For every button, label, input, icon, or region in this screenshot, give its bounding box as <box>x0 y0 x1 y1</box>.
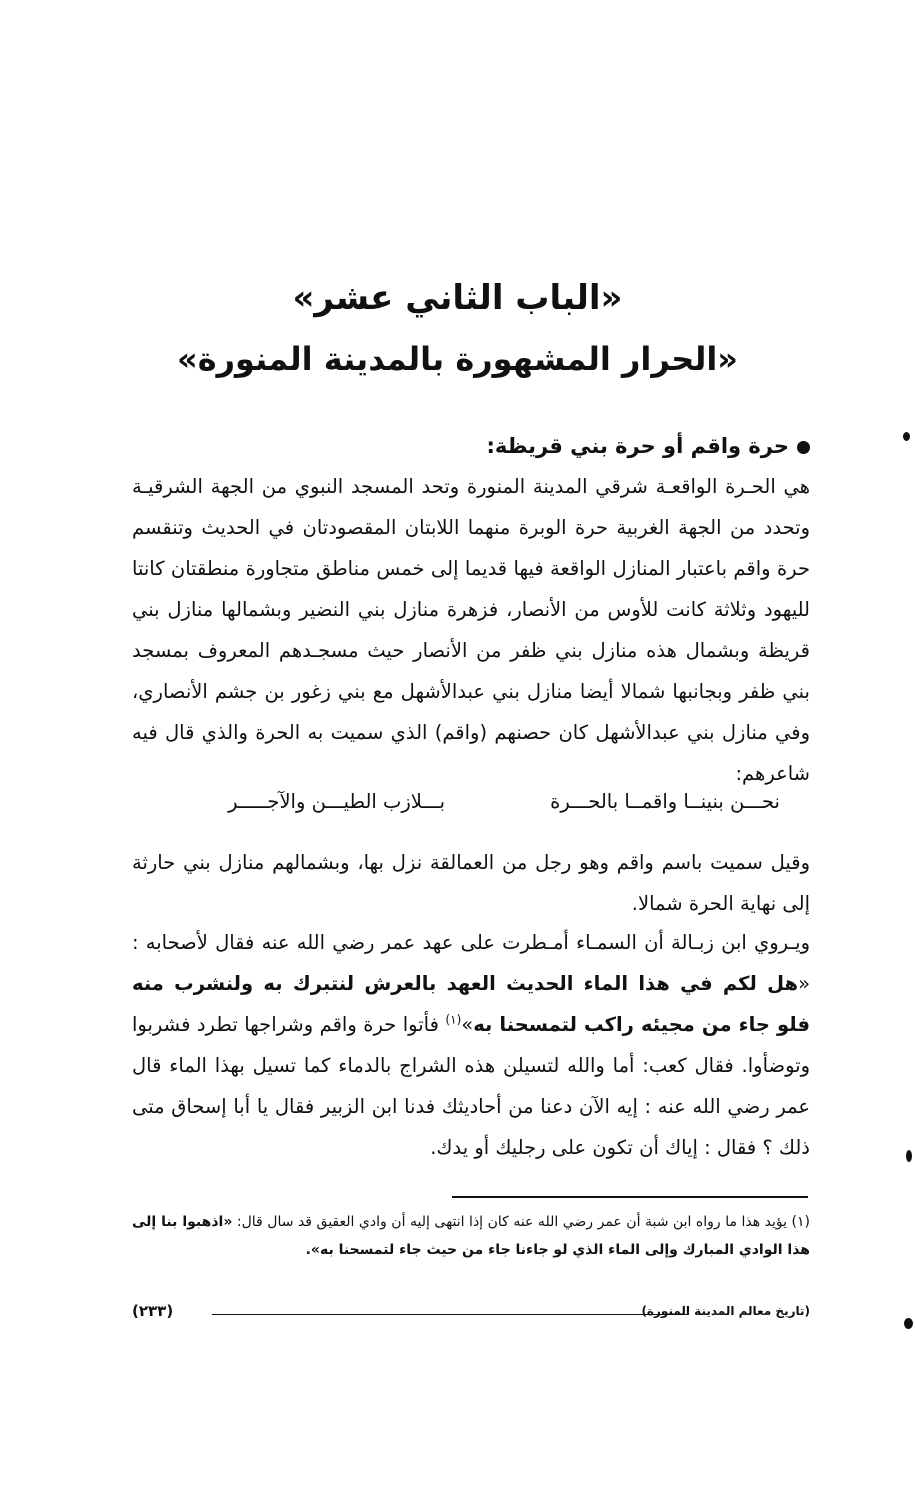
footer-rule <box>212 1314 688 1315</box>
footnote-reference[interactable]: (١) <box>445 1012 462 1027</box>
paragraph-3 <box>132 922 810 1168</box>
verse-hemistich-1: نحـــن بنينــا واقمــا بالحـــرة <box>550 790 780 813</box>
scan-mark <box>903 432 910 441</box>
page-number: (٢٣٣) <box>132 1302 174 1320</box>
footnote-quote: «اذهبوا بنا إلى هذا الوادي المبارك وإلى الماء الذي لو جاءنا جاء من حيث جاء لتمسحنا به». <box>132 1214 810 1258</box>
paragraph-2: وقيل سميت باسم واقم وهو رجل من العمالقة نزل بها، وبشمالهم منازل بني حارثة إلى نهاية الحرة شمالا. <box>132 851 810 915</box>
bullet-icon <box>797 441 810 454</box>
scan-mark <box>906 1150 912 1162</box>
page-footer <box>132 1302 810 1326</box>
paragraph-3-intro: ويـروي ابن زبـالة أن السمـاء أمـطرت على عهد عمر رضي الله عنه فقال لأصحابه : « <box>132 931 810 995</box>
footnote <box>132 1208 810 1264</box>
section-heading <box>132 428 810 464</box>
paragraph-3-quote-close: » <box>461 1013 474 1036</box>
paragraph-3-rest: فأتوا حرة واقم وشراجها تطرد فشربوا وتوضأوا. فقال كعب: أما والله لتسيلن هذه الشراج بالدماء كما تسيل بهذا الماء قال عمر رضي الله عنه : إيه الآن دعنا من أحاديثك فدنا ابن الزبير فقال يا أبا إسحاق متى ذلك ؟ فقال : إياك أن تكون على رجليك أو يدك. <box>132 1013 810 1159</box>
chapter-title: «الباب الثاني عشر» <box>292 278 623 318</box>
footer-book-title: (تاريخ معالم المدينة المنورة) <box>641 1304 810 1318</box>
paragraph-1: هي الحـرة الواقعـة شرقي المدينة المنورة وتحد المسجد النبوي من الجهة الشرقيـة وتحدد من الجهة الغربية حرة الوبرة منهما اللابتان المقصودتان في الحديث وتنقسم حرة واقم باعتبار المنازل الواقعة فيها قديما إلى خمس مناطق متجاورة منطقتان كانتا لليهود وثلاثة كانت للأوس من الأنصار، فزهرة منازل بني النضير وبشمالها منازل بني قريظة وبشمال هذه منازل بني ظفر من الأنصار حيث مسجـدهم المعروف بمسجد بني ظفر وبجانبها شمالا أيضا منازل بني عبدالأشهل مع بني زغور بن جشم الأنصاري، وفي منازل بني عبدالأشهل كان حصنهم (واقم) الذي سميت به الحرة والذي قال فيه شاعرهم: <box>132 475 810 785</box>
footnote-divider <box>452 1196 808 1198</box>
paragraph-3-quote: هل لكم في هذا الماء الحديث العهد بالعرش لنتبرك به ولنشرب منه فلو جاء من مجيئه راكب لتمسحنا به <box>132 972 810 1036</box>
scan-mark <box>904 1318 913 1329</box>
section-heading-text: حرة واقم أو حرة بني قريظة: <box>486 434 789 458</box>
footnote-text: (١) يؤيد هذا ما رواه ابن شبة أن عمر رضي الله عنه كان إذا انتهى إليه أن وادي العقيق قد سال قال: <box>232 1214 810 1230</box>
verse-hemistich-2: بـــلازب الطيـــن والآجـــــر <box>228 790 445 813</box>
chapter-subtitle: «الحرار المشهورة بالمدينة المنورة» <box>177 340 738 378</box>
